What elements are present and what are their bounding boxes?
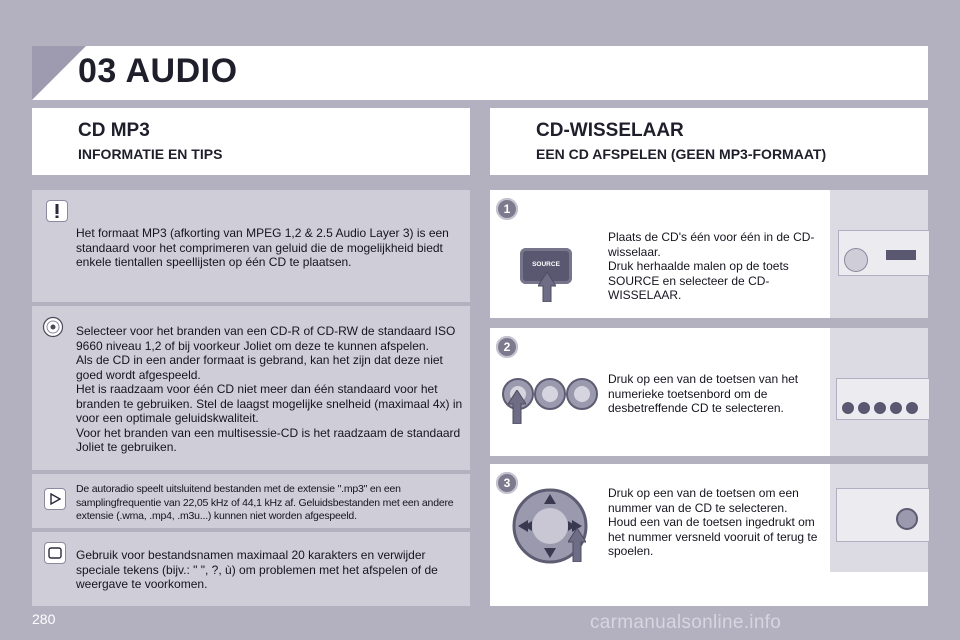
step-text: Druk op een van de toetsen om een nummer van de CD te selecteren. Houd een van de toetsen ingedrukt om het nummer versneld vooruit of terug te spoelen. [608, 486, 818, 558]
step-1-panel [490, 190, 928, 318]
chapter-title: 03 AUDIO [78, 52, 238, 90]
preset-keys-thumb [840, 400, 926, 416]
left-section-title: CD MP3 [78, 120, 150, 141]
source-button-label: SOURCE [532, 261, 560, 268]
step-number-badge: 2 [496, 336, 518, 358]
info-block-mp3-format [32, 190, 470, 302]
cd-icon [42, 316, 64, 338]
info-block-playback [32, 474, 470, 528]
radio-unit-thumbnail [830, 464, 928, 572]
right-section-subtitle: EEN CD AFSPELEN (GEEN MP3-FORMAAT) [536, 146, 827, 162]
radio-unit-thumbnail [830, 328, 928, 456]
right-section-title: CD-WISSELAAR [536, 120, 684, 141]
step-number-badge: 3 [496, 472, 518, 494]
volume-knob [844, 248, 868, 272]
step-3-panel [490, 464, 928, 606]
step-text: Plaats de CD's één voor één in de CD-wisselaar. Druk herhaalde malen op de toets SOURCE en selecteer de CD-WISSELAAR. [608, 230, 815, 302]
left-section-subtitle: INFORMATIE EN TIPS [78, 146, 223, 162]
info-block-filenames [32, 532, 470, 606]
step-text: Druk op een van de toetsen van het numerieke toetsenbord om de desbetreffende CD te selecteren. [608, 372, 799, 415]
info-text: Het formaat MP3 (afkorting van MPEG 1,2 & 2.5 Audio Layer 3) is een standaard voor het comprimeren van geluid die de mogelijkheid biedt enkele tientallen speellijsten op één CD te plaatsen. [76, 226, 449, 269]
step-2-panel [490, 328, 928, 456]
info-text: De autoradio speelt uitsluitend bestanden met de extensie ".mp3" en een samplingfrequentie van 22,05 kHz of 44,1 kHz af. Geluidsbestanden met een andere extensie (.wma, .mp4, .m3u...) kunnen niet worden afgespeeld. [76, 483, 454, 522]
press-arrow-icon [508, 390, 526, 424]
play-icon [44, 488, 66, 510]
info-block-burning [32, 306, 470, 470]
warning-icon [46, 200, 68, 222]
info-text: Gebruik voor bestandsnamen maximaal 20 karakters en verwijder speciale tekens (bijv.: " ", ?, ù) om problemen met het afspelen of de weergave te voorkomen. [76, 548, 438, 591]
source-button-thumb [886, 250, 916, 260]
info-text: Selecteer voor het branden van een CD-R of CD-RW de standaard ISO 9660 niveau 1,2 of bij voorkeur Joliet om deze te kunnen afspelen. Als de CD in een ander formaat is gebrand, kan het zijn dat deze niet goed wordt afgespeeld. Het is raadzaam voor één CD niet meer dan één standaard voor het branden te gebruiken. Stel de laagst mogelijke snelheid (maximaal 4x) in voor een optimale geluidskwaliteit. Voor het branden van een multisessie-CD is het raadzaam de standaard Joliet te gebruiken. [76, 324, 463, 454]
right-section-header [490, 108, 928, 175]
press-arrow-icon [538, 272, 556, 302]
dial-thumb [896, 508, 918, 530]
press-arrow-icon [568, 528, 586, 562]
note-icon [44, 542, 66, 564]
page-number: 280 [32, 611, 56, 627]
watermark: carmanualsonline.info [590, 612, 782, 633]
left-section-header [32, 108, 470, 175]
step-number-badge: 1 [496, 198, 518, 220]
radio-unit-thumbnail [830, 190, 928, 318]
